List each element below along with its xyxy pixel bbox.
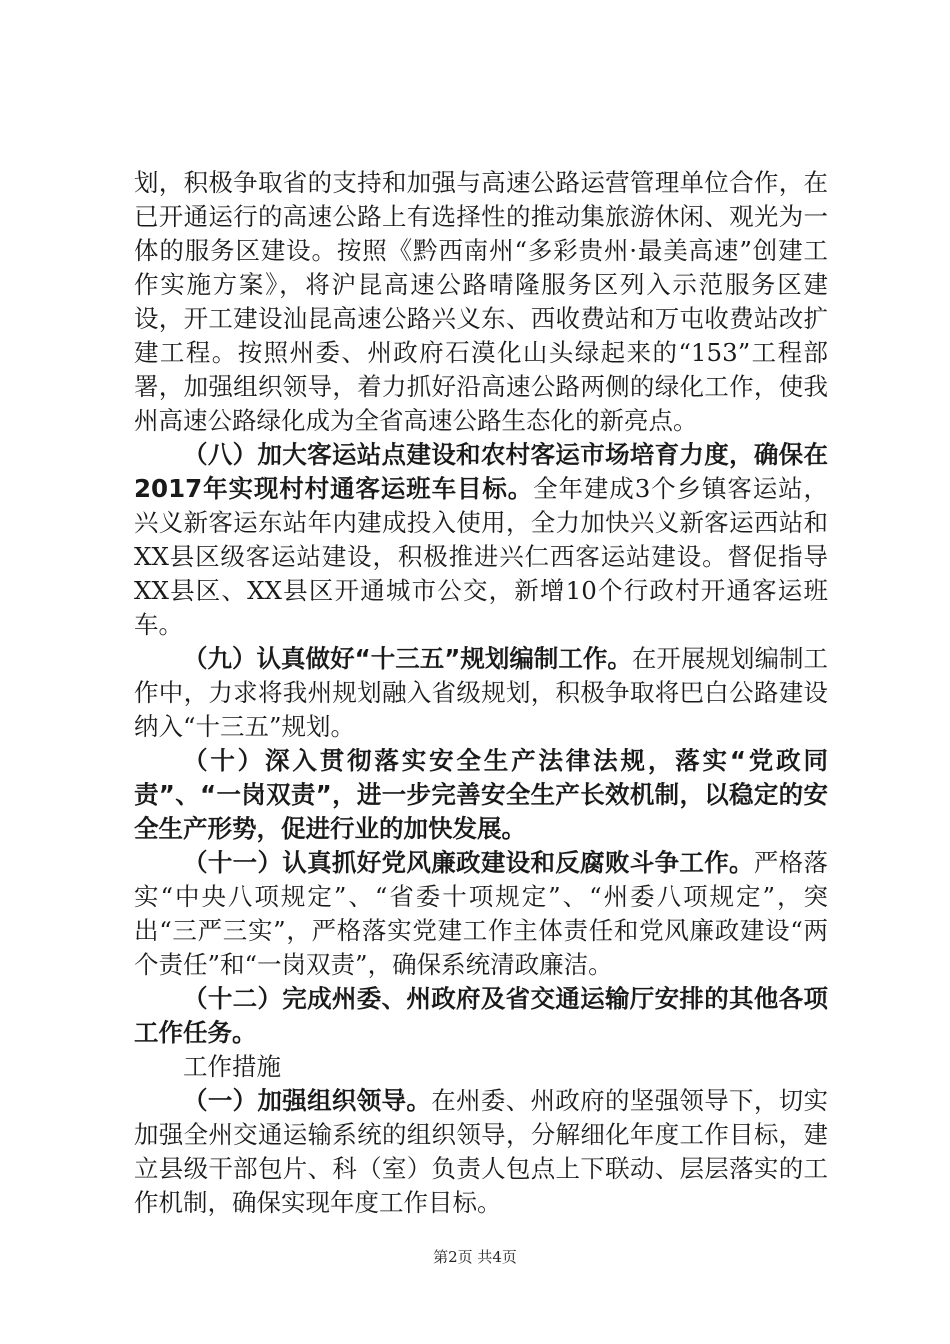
paragraph-heading: （九）认真做好“十三五”规划编制工作。 [183,644,632,673]
paragraph-text: 划，积极争取省的支持和加强与高速公路运营管理单位合作，在已开通运行的高速公路上有选择性的推动集旅游休闲、观光为一体的服务区建设。按照《黔西南州“多彩贵州·最美高速”创建工作实施方案》，将沪昆高速公路晴隆服务区列入示范服务区建设，开工建设汕昆高速公路兴义东、西收费站和万屯收费站改扩建工程。按照州委、州政府石漠化山头绿起来的“153”工程部署，加强组织领导，着力抓好沿高速公路两侧的绿化工作，使我州高速公路绿化成为全省高速公路生态化的新亮点。 [134,168,828,435]
paragraph-text: 在州委、州政府的坚强领导下，切实加强全州交通运输系统的组织领导，分解细化年度工作目标，建立县级干部包片、科（室）负责人包点上下联动、层层落实的工作机制，确保实现年度工作目标。 [134,1086,829,1217]
paragraph-item-11 [134,846,828,982]
paragraph-intro [134,166,828,438]
section-heading-text: 工作措施 [183,1052,281,1081]
page-footer [0,1247,950,1267]
paragraph-text: 严格落实“中央八项规定”、“省委十项规定”、“州委八项规定”，突出“三严三实”，严格落实党建工作主体责任和党风廉政建设“两个责任”和“一岗双责”，确保系统清政廉洁。 [134,848,828,979]
paragraph-heading: （十二）完成州委、州政府及省交通运输厅安排的其他各项工作任务。 [134,984,828,1047]
paragraph-heading: （十）深入贯彻落实安全生产法律法规，落实“党政同责”、“一岗双责”，进一步完善安全生产长效机制，以稳定的安全生产形势，促进行业的加快发展。 [134,746,828,843]
paragraph-item-10 [134,744,828,846]
document-body [134,166,828,1220]
paragraph-measure-1 [134,1084,828,1220]
paragraph-text: 在开展规划编制工作中，力求将我州规划融入省级规划，积极争取将巴白公路建设纳入“十三五”规划。 [134,644,829,741]
paragraph-heading: （八）加大客运站点建设和农村客运市场培育力度，确保在2017年实现村村通客运班车目标。 [134,440,828,503]
paragraph-text: 全年建成3个乡镇客运站，兴义新客运东站年内建成投入使用，全力加快兴义新客运西站和XX县区级客运站建设，积极推进兴仁西客运站建设。督促指导XX县区、XX县区开通城市公交，新增10个行政村开通客运班车。 [134,474,829,639]
page-number-label: 第2页 共4页 [433,1248,517,1266]
paragraph-heading: （一）加强组织领导。 [183,1086,432,1115]
paragraph-item-9 [134,642,828,744]
paragraph-item-8 [134,438,828,642]
section-heading-measures [134,1050,828,1084]
paragraph-heading: （十一）认真抓好党风廉政建设和反腐败斗争工作。 [183,848,754,877]
paragraph-item-12 [134,982,828,1050]
